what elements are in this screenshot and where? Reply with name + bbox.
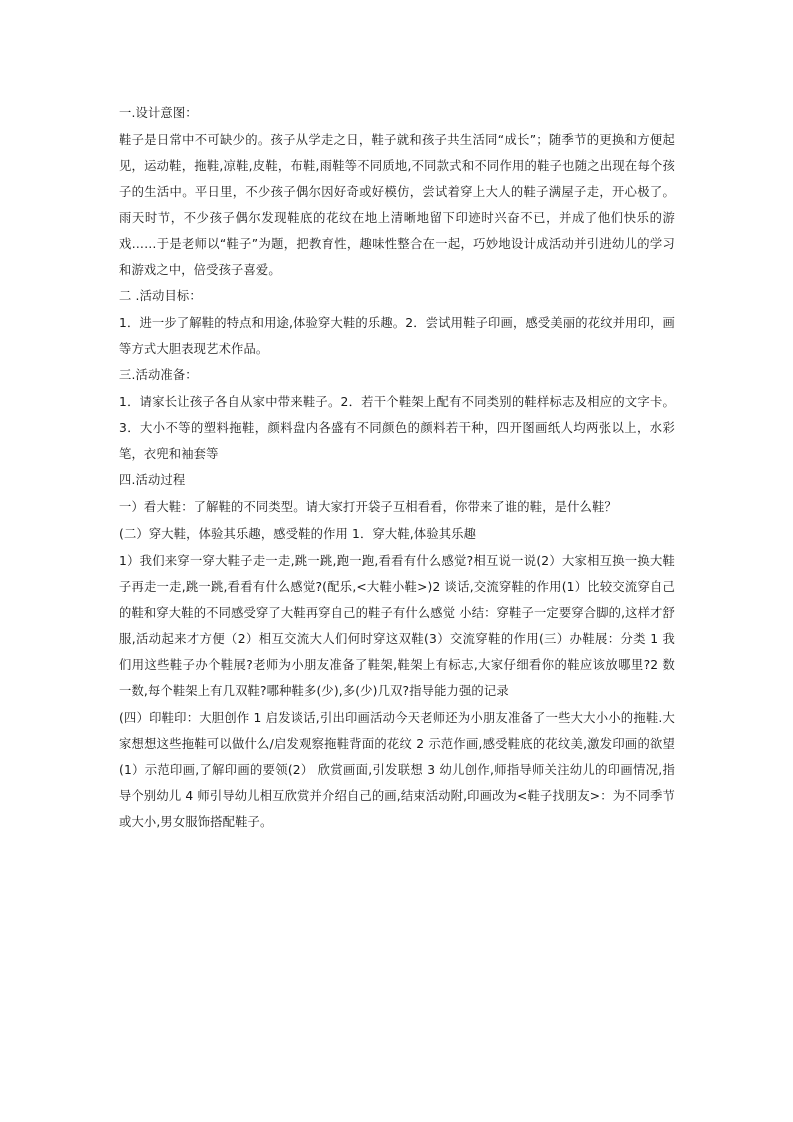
activity-goals-paragraph: 1．进一步了解鞋的特点和用途,体验穿大鞋的乐趣。2．尝试用鞋子印画，感受美丽的花纹并用印，画等方式大胆表现艺术作品。 — [119, 316, 675, 356]
design-intent-paragraph: 鞋子是日常中不可缺少的。孩子从学走之日，鞋子就和孩子共生活同“成长”；随季节的更换和方便起见，运动鞋，拖鞋,凉鞋,皮鞋，布鞋,雨鞋等不同质地,不同款式和不同作用的鞋子也随之出现在每个孩子的生活中。平日里，不少孩子偶尔因好奇或好模仿，尝试着穿上大人的鞋子满屋子走，开心极了。雨天时节，不少孩子偶尔发现鞋底的花纹在地上清晰地留下印迹时兴奋不已，并成了他们快乐的游戏……于是老师以“鞋子”为题，把教育性，趣味性整合在一起，巧妙地设计成活动并引进幼儿的学习和游戏之中，倍受孩子喜爱。 — [119, 133, 675, 277]
activity-preparation-paragraph: 1．请家长让孩子各自从家中带来鞋子。2．若干个鞋架上配有不同类别的鞋样标志及相应的文字卡。3．大小不等的塑料拖鞋，颜料盘内各盛有不同颜色的颜料若干种，四开图画纸人均两张以上，水彩笔，衣兜和袖套等 — [119, 395, 675, 461]
section-design-intent — [119, 100, 675, 283]
section-heading-activity-preparation: 三.活动准备： — [119, 368, 198, 382]
section-activity-process — [119, 467, 675, 835]
section-heading-activity-process: 四.活动过程 — [119, 473, 186, 487]
document-body — [119, 100, 675, 835]
process-step-wear-big-shoes-detail: 1）我们来穿一穿大鞋子走一走,跳一跳,跑一跑,看看有什么感觉?相互说一说(2）大家相互换一换大鞋子再走一走,跳一跳,看看有什么感觉?(配乐,<大鞋小鞋>)2 谈话,交流穿鞋的作用(1）比较交流穿自己的鞋和穿大鞋的不同感受穿了大鞋再穿自己的鞋子有什么感觉 小结：穿鞋子一定要穿合脚的,这样才舒服,活动起来才方便（2）相互交流大人们何时穿这双鞋(3）交流穿鞋的作用(三）办鞋展：分类 1 我们用这些鞋子办个鞋展?老师为小朋友准备了鞋架,鞋架上有标志,大家仔细看你的鞋应该放哪里?2 数一数,每个鞋架上有几双鞋?哪种鞋多(少),多(少)几双?指导能力强的记录 — [119, 554, 675, 698]
section-heading-design-intent: 一.设计意图： — [119, 106, 198, 120]
process-step-look-at-shoes: 一）看大鞋：了解鞋的不同类型。请大家打开袋子互相看看，你带来了谁的鞋，是什么鞋？ — [119, 500, 617, 514]
process-step-wear-big-shoes: (二）穿大鞋，体验其乐趣，感受鞋的作用 1．穿大鞋,体验其乐趣 — [119, 527, 477, 541]
section-heading-activity-goals: 二 .活动目标： — [119, 289, 202, 303]
process-step-shoe-print: (四）印鞋印：大胆创作 1 启发谈话,引出印画活动今天老师还为小朋友准备了一些大大小小的拖鞋.大家想想这些拖鞋可以做什么/启发观察拖鞋背面的花纹 2 示范作画,感受鞋底的花纹美,激发印画的欲望(1）示范印画,了解印画的要领(2） 欣赏画面,引发联想 3 幼儿创作,师指导师关注幼儿的印画情况,指导个别幼儿 4 师引导幼儿相互欣赏并介绍自己的画,结束活动附,印画改为<鞋子找朋友>：为不同季节或大小,男女服饰搭配鞋子。 — [119, 711, 675, 829]
section-activity-goals — [119, 283, 675, 362]
section-activity-preparation — [119, 362, 675, 467]
